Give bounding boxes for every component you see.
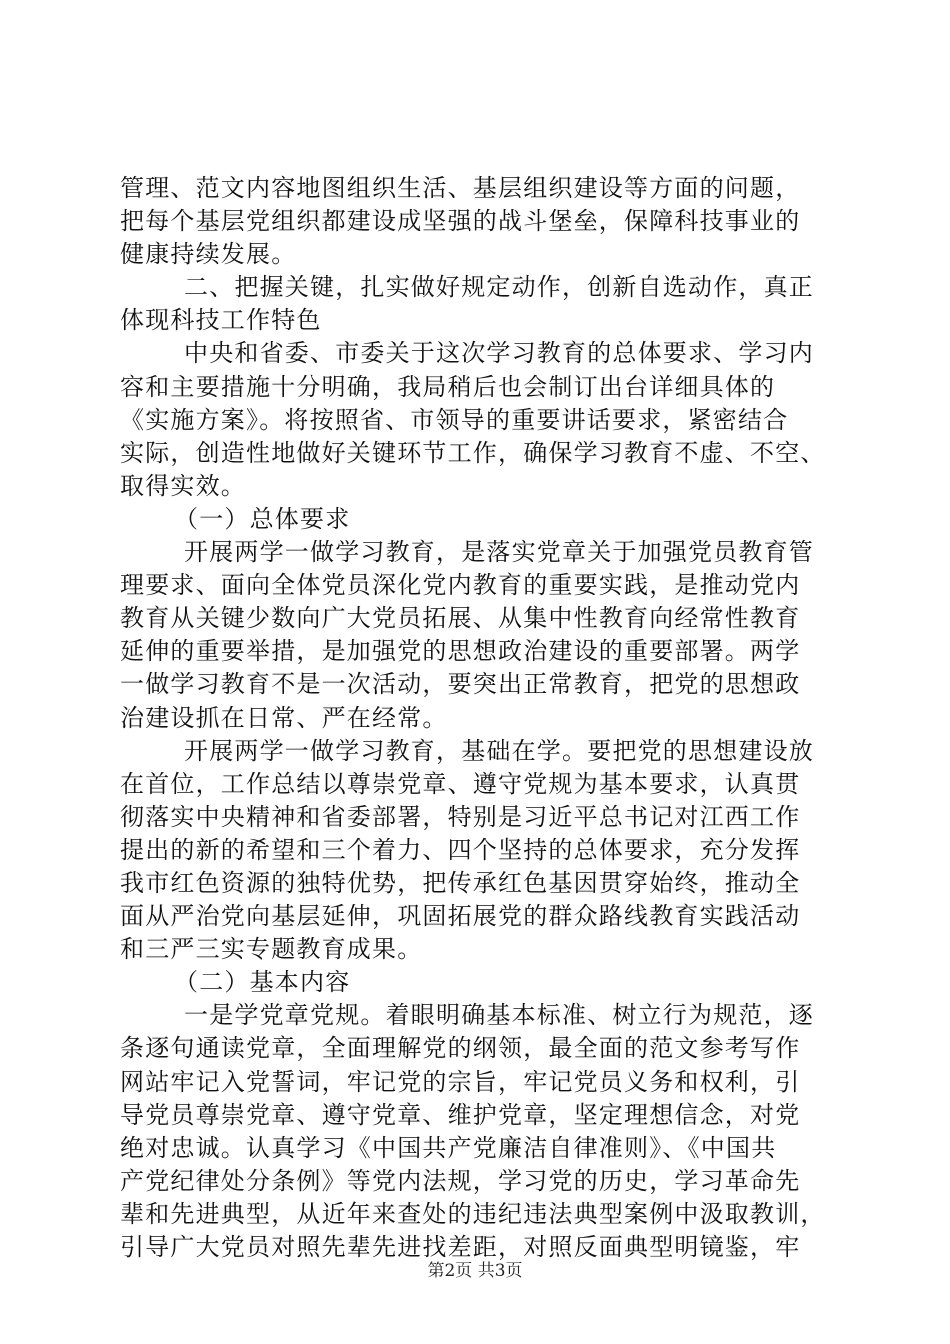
text-line: 辈和先进典型，从近年来查处的违纪违法典型案例中汲取教训， (120, 1199, 826, 1228)
page-footer (0, 1260, 950, 1282)
text-line: 一是学党章党规。着眼明确基本标准、树立行为规范，逐 (184, 1001, 814, 1030)
text-line: 中央和省委、市委关于这次学习教育的总体要求、学习内 (184, 339, 814, 368)
text-line: 网站牢记入党誓词，牢记党的宗旨，牢记党员义务和权利，引 (120, 1067, 801, 1096)
text-line: 和三严三实专题教育成果。 (120, 935, 423, 964)
text-line: 开展两学一做学习教育，是落实党章关于加强党员教育管 (184, 538, 814, 567)
text-line: 引导广大党员对照先辈先进找差距，对照反面典型明镜鉴，牢 (120, 1233, 801, 1261)
text-line: 我市红色资源的独特优势，把传承红色基因贯穿始终，推动全 (120, 868, 801, 897)
text-line: 在首位，工作总结以尊崇党章、遵守党规为基本要求，认真贯 (120, 769, 801, 798)
page-number: 第2页 共3页 (427, 1261, 523, 1281)
text-line: 彻落实中央精神和省委部署，特别是习近平总书记对江西工作 (120, 802, 801, 831)
text-line: 容和主要措施十分明确，我局稍后也会制订出台详细具体的 (120, 372, 776, 401)
section-heading: 二、把握关键，扎实做好规定动作，创新自选动作，真正 (184, 273, 814, 302)
text-line: 产党纪律处分条例》等党内法规，学习党的历史，学习革命先 (120, 1166, 801, 1195)
document-body (120, 172, 840, 1264)
text-line: 提出的新的希望和三个着力、四个坚持的总体要求，充分发挥 (120, 835, 801, 864)
text-line: 教育从关键少数向广大党员拓展、从集中性教育向经常性教育 (120, 604, 801, 633)
text-line: 实际，创造性地做好关键环节工作，确保学习教育不虚、不空、 (120, 438, 826, 467)
text-line: 导党员尊崇党章、遵守党章、维护党章，坚定理想信念，对党 (120, 1100, 801, 1129)
text-line: 绝对忠诚。认真学习《中国共产党廉洁自律准则》、《中国共 (120, 1133, 777, 1162)
text-line: 面从严治党向基层延伸，巩固拓展党的群众路线教育实践活动 (120, 902, 801, 931)
text-line: 管理、范文内容地图组织生活、基层组织建设等方面的问题， (120, 174, 801, 202)
text-line: 理要求、面向全体党员深化党内教育的重要实践，是推动党内 (120, 571, 801, 600)
text-line: 《实施方案》。将按照省、市领导的重要讲话要求，紧密结合 (120, 405, 789, 434)
subsection-heading: （一）总体要求 (174, 504, 351, 533)
text-line: 条逐句通读党章，全面理解党的纲领，最全面的范文参考写作 (120, 1034, 801, 1063)
text-line: 取得实效。 (120, 471, 246, 500)
text-line: 把每个基层党组织都建设成坚强的战斗堡垒，保障科技事业的 (120, 207, 801, 236)
text-line: 开展两学一做学习教育，基础在学。要把党的思想建设放 (184, 736, 814, 765)
subsection-heading: （二）基本内容 (174, 968, 351, 997)
text-line: 健康持续发展。 (120, 240, 297, 269)
text-line: 一做学习教育不是一次活动，要突出正常教育，把党的思想政 (120, 670, 801, 699)
section-heading-continued: 体现科技工作特色 (120, 306, 322, 335)
text-line: 治建设抓在日常、严在经常。 (120, 703, 448, 732)
text-line: 延伸的重要举措，是加强党的思想政治建设的重要部署。两学 (120, 637, 801, 666)
